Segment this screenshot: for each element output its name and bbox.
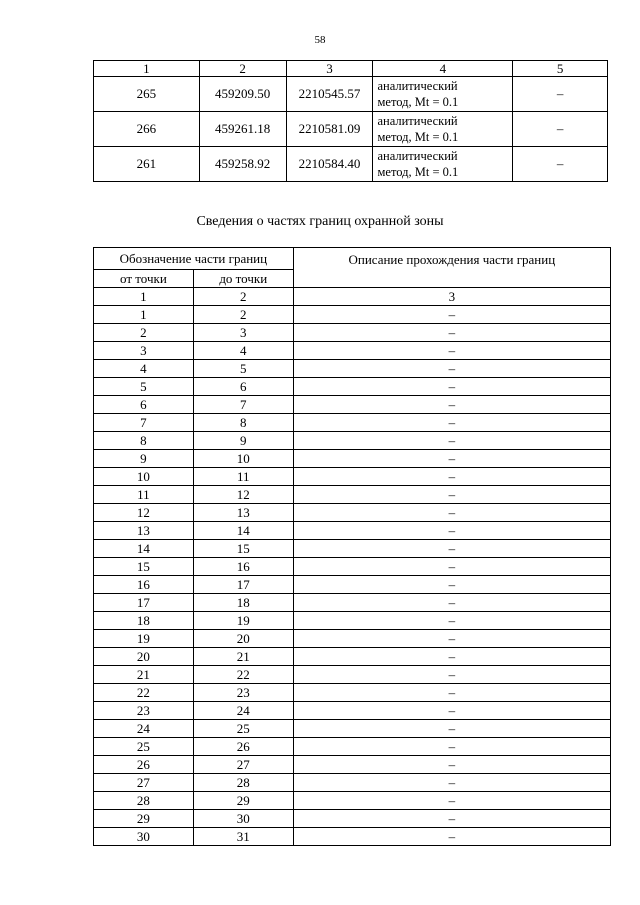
column-number-row: [94, 288, 611, 306]
description-cell: –: [293, 306, 610, 324]
table-row: [94, 756, 611, 774]
description-cell: –: [293, 738, 610, 756]
to-point: 2: [193, 306, 293, 324]
description-cell: –: [293, 648, 610, 666]
table-row: [94, 612, 611, 630]
table-row: [94, 486, 611, 504]
column-number: 2: [193, 288, 293, 306]
from-point: 17: [94, 594, 194, 612]
column-number: 3: [286, 61, 373, 77]
table-row: [94, 522, 611, 540]
parts-header-row: [94, 248, 611, 270]
method-text: аналитический: [377, 114, 458, 128]
from-point: 7: [94, 414, 194, 432]
from-point: 6: [94, 396, 194, 414]
description-cell: –: [293, 576, 610, 594]
coordinate-x: 459258.92: [199, 147, 286, 182]
to-point: 16: [193, 558, 293, 576]
header-description: Описание прохождения части границ: [293, 248, 610, 288]
table-row: [94, 828, 611, 846]
from-point: 10: [94, 468, 194, 486]
to-point: 5: [193, 360, 293, 378]
table-row: [94, 414, 611, 432]
from-point: 22: [94, 684, 194, 702]
description-cell: –: [293, 594, 610, 612]
from-point: 26: [94, 756, 194, 774]
method-text: аналитический: [377, 149, 458, 163]
to-point: 18: [193, 594, 293, 612]
table-row: [94, 324, 611, 342]
description-cell: –: [293, 378, 610, 396]
from-point: 19: [94, 630, 194, 648]
note-cell: –: [513, 112, 608, 147]
to-point: 28: [193, 774, 293, 792]
description-cell: –: [293, 324, 610, 342]
table-row: [94, 774, 611, 792]
to-point: 24: [193, 702, 293, 720]
table-row: [94, 666, 611, 684]
table-row: [94, 378, 611, 396]
description-cell: –: [293, 792, 610, 810]
table-row: [94, 112, 608, 147]
from-point: 1: [94, 306, 194, 324]
header-to-point: до точки: [193, 270, 293, 288]
page-number: 58: [314, 34, 326, 46]
description-cell: –: [293, 774, 610, 792]
table-row: [94, 147, 608, 182]
to-point: 23: [193, 684, 293, 702]
from-point: 5: [94, 378, 194, 396]
description-cell: –: [293, 702, 610, 720]
from-point: 30: [94, 828, 194, 846]
method-cell: [373, 77, 513, 112]
from-point: 25: [94, 738, 194, 756]
table-row: [94, 306, 611, 324]
table-row: [94, 450, 611, 468]
to-point: 10: [193, 450, 293, 468]
to-point: 14: [193, 522, 293, 540]
table-row: [94, 792, 611, 810]
coordinate-x: 459261.18: [199, 112, 286, 147]
table-row: [94, 594, 611, 612]
description-cell: –: [293, 414, 610, 432]
section-title: Сведения о частях границ охранной зоны: [196, 214, 444, 229]
to-point: 4: [193, 342, 293, 360]
column-number: 5: [513, 61, 608, 77]
column-number: 3: [293, 288, 610, 306]
from-point: 24: [94, 720, 194, 738]
to-point: 20: [193, 630, 293, 648]
table-row: [94, 396, 611, 414]
to-point: 13: [193, 504, 293, 522]
table-row: [94, 738, 611, 756]
table-row: [94, 468, 611, 486]
from-point: 27: [94, 774, 194, 792]
from-point: 9: [94, 450, 194, 468]
method-cell: [373, 147, 513, 182]
parts-table-body: [94, 306, 611, 846]
from-point: 16: [94, 576, 194, 594]
point-number: 261: [94, 147, 200, 182]
to-point: 25: [193, 720, 293, 738]
coordinates-table: [93, 60, 608, 182]
to-point: 15: [193, 540, 293, 558]
from-point: 15: [94, 558, 194, 576]
to-point: 9: [193, 432, 293, 450]
coordinate-x: 459209.50: [199, 77, 286, 112]
description-cell: –: [293, 468, 610, 486]
to-point: 26: [193, 738, 293, 756]
to-point: 3: [193, 324, 293, 342]
to-point: 27: [193, 756, 293, 774]
description-cell: –: [293, 396, 610, 414]
table-row: [94, 648, 611, 666]
coordinate-y: 2210581.09: [286, 112, 373, 147]
table-row: [94, 432, 611, 450]
description-cell: –: [293, 684, 610, 702]
to-point: 22: [193, 666, 293, 684]
description-cell: –: [293, 720, 610, 738]
to-point: 8: [193, 414, 293, 432]
method-text: метод, Mt = 0.1: [377, 165, 459, 179]
table-row: [94, 576, 611, 594]
description-cell: –: [293, 504, 610, 522]
column-number: 4: [373, 61, 513, 77]
description-cell: –: [293, 828, 610, 846]
column-number: 1: [94, 288, 194, 306]
description-cell: –: [293, 558, 610, 576]
coordinate-y: 2210584.40: [286, 147, 373, 182]
coordinates-header-row: [94, 61, 608, 77]
from-point: 12: [94, 504, 194, 522]
to-point: 21: [193, 648, 293, 666]
from-point: 8: [94, 432, 194, 450]
table-row: [94, 558, 611, 576]
table-row: [94, 630, 611, 648]
header-from-point: от точки: [94, 270, 194, 288]
from-point: 23: [94, 702, 194, 720]
from-point: 29: [94, 810, 194, 828]
to-point: 19: [193, 612, 293, 630]
to-point: 31: [193, 828, 293, 846]
table-row: [94, 540, 611, 558]
to-point: 17: [193, 576, 293, 594]
to-point: 12: [193, 486, 293, 504]
from-point: 14: [94, 540, 194, 558]
description-cell: –: [293, 756, 610, 774]
from-point: 3: [94, 342, 194, 360]
table-row: [94, 504, 611, 522]
table-row: [94, 342, 611, 360]
from-point: 4: [94, 360, 194, 378]
to-point: 29: [193, 792, 293, 810]
note-cell: –: [513, 77, 608, 112]
from-point: 11: [94, 486, 194, 504]
table-row: [94, 720, 611, 738]
from-point: 13: [94, 522, 194, 540]
table-row: [94, 810, 611, 828]
coordinate-y: 2210545.57: [286, 77, 373, 112]
description-cell: –: [293, 432, 610, 450]
to-point: 30: [193, 810, 293, 828]
method-text: аналитический: [377, 79, 458, 93]
from-point: 20: [94, 648, 194, 666]
description-cell: –: [293, 630, 610, 648]
table-row: [94, 684, 611, 702]
description-cell: –: [293, 540, 610, 558]
description-cell: –: [293, 522, 610, 540]
description-cell: –: [293, 666, 610, 684]
description-cell: –: [293, 612, 610, 630]
from-point: 2: [94, 324, 194, 342]
boundary-parts-table: [93, 247, 611, 846]
column-number: 2: [199, 61, 286, 77]
to-point: 11: [193, 468, 293, 486]
method-text: метод, Mt = 0.1: [377, 130, 459, 144]
description-cell: –: [293, 360, 610, 378]
description-cell: –: [293, 810, 610, 828]
column-number: 1: [94, 61, 200, 77]
method-cell: [373, 112, 513, 147]
from-point: 21: [94, 666, 194, 684]
description-cell: –: [293, 450, 610, 468]
from-point: 18: [94, 612, 194, 630]
to-point: 6: [193, 378, 293, 396]
note-cell: –: [513, 147, 608, 182]
method-text: метод, Mt = 0.1: [377, 95, 459, 109]
description-cell: –: [293, 342, 610, 360]
header-designation: Обозначение части границ: [94, 248, 294, 270]
point-number: 266: [94, 112, 200, 147]
table-row: [94, 702, 611, 720]
description-cell: –: [293, 486, 610, 504]
from-point: 28: [94, 792, 194, 810]
table-row: [94, 360, 611, 378]
table-row: [94, 77, 608, 112]
point-number: 265: [94, 77, 200, 112]
to-point: 7: [193, 396, 293, 414]
